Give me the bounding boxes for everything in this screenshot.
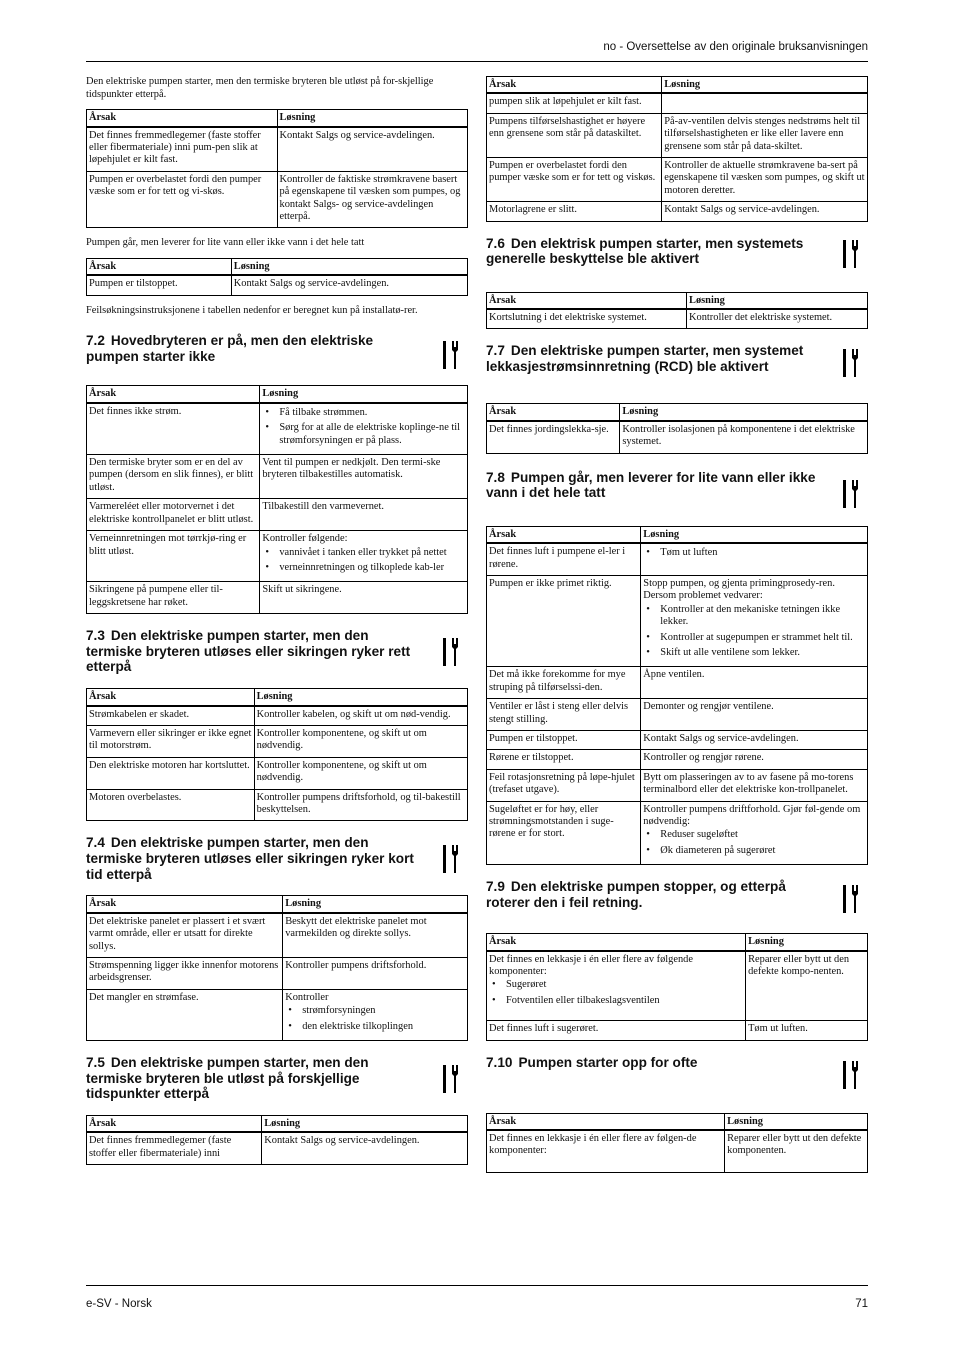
section-7-9-heading (486, 879, 868, 923)
tools-icon (840, 1059, 860, 1091)
solution-cell: Kontakt Salgs og service-avdelingen. (277, 127, 468, 172)
section-7-10-heading (486, 1055, 868, 1103)
page-number: 71 (855, 1298, 868, 1310)
tools-icon (840, 347, 860, 379)
cause-header: Årsak (87, 1116, 262, 1133)
section-7-4-heading (86, 835, 468, 885)
table-row (87, 582, 468, 614)
table-row (487, 1130, 868, 1172)
table-row (487, 801, 868, 865)
table-header-row (87, 896, 468, 913)
table-row (87, 275, 468, 295)
list-item: • Fotventilen eller tilbakeslagsventilen (506, 995, 743, 1007)
list-item: • Sugerøret (506, 979, 743, 991)
cause-header: Årsak (487, 77, 662, 94)
section-title: 7.6 Den elektrisk pumpen starter, men systemets generelle beskyttelse ble aktivert (486, 235, 804, 267)
cause-cell: Varmevern eller sikringer er ikke egnet til motorstrøm. (87, 725, 255, 757)
list-item: • vannivået i tanken eller trykket på nettet (279, 547, 465, 559)
cell-lead-text: Kontroller følgende: (262, 533, 348, 545)
cause-cell: Pumpen er tilstoppet. (87, 275, 232, 295)
cause-cell: Det finnes en lekkasje i én eller flere av følgen-de komponenter: (487, 1130, 725, 1172)
list-item: • Reduser sugeløftet (660, 829, 865, 841)
table-row (87, 171, 468, 228)
table-7-3 (86, 688, 468, 821)
cause-cell: Det finnes ikke strøm. (87, 403, 260, 455)
page-footer (86, 1285, 868, 1310)
solution-cell: Demonter og rengjør ventilene. (641, 699, 868, 731)
table-header-row (87, 689, 468, 706)
table-row (87, 958, 468, 990)
section-7-2-heading (86, 333, 468, 375)
left-column (86, 76, 468, 1174)
table-row (487, 543, 868, 575)
table-row (87, 789, 468, 821)
cause-cell: Strømkabelen er skadet. (87, 706, 255, 726)
tools-icon (440, 843, 460, 875)
cause-header: Årsak (87, 386, 260, 403)
section-7-8-heading (486, 470, 868, 516)
cause-header: Årsak (487, 292, 687, 309)
cause-cell: Det finnes luft i pumpene el-ler i rørene. (487, 543, 641, 575)
solution-cell: Reparer eller bytt ut den defekte kompo-nenten. (746, 951, 868, 1021)
solution-header: Løsning (283, 896, 468, 913)
cause-header: Årsak (487, 404, 620, 421)
section-7-6-heading (486, 236, 868, 282)
section-title: 7.3 Den elektriske pumpen starter, men den termiske bryteren utløses eller sikringen ryker rett etterpå (86, 628, 411, 675)
solution-header: Løsning (641, 526, 868, 543)
list-item: • verneinnretningen og tilkoplede kab-ler (279, 562, 465, 574)
cause-cell: Det må ikke forekomme for mye struping på tilførselssi-den. (487, 667, 641, 699)
solution-cell (283, 989, 468, 1040)
solution-cell: Kontroller kabelen, og skift ut om nød-vendig. (254, 706, 467, 726)
table-row (487, 309, 868, 329)
section-title: 7.7 Den elektriske pumpen starter, men systemet lekkasjestrømsinnretning (RCD) ble aktivert (486, 343, 804, 375)
table-row (487, 667, 868, 699)
solution-cell: Kontroller pumpens driftsforhold. (283, 958, 468, 990)
cause-cell: Sugeløftet er for høy, eller strømningsmotstanden i suge-rørene er for stort. (487, 801, 641, 865)
cause-cell: Ventiler er låst i steng eller delvis stengt stilling. (487, 699, 641, 731)
table-7-5 (86, 1115, 468, 1165)
paragraph-text: Pumpen går, men leverer for lite vann eller ikke vann i det hele tatt (86, 237, 365, 249)
solution-header: Løsning (687, 292, 868, 309)
cell-lead-text: Stopp pumpen, og gjenta primingprosedy-ren. Dersom problemet vedvarer: (643, 577, 835, 602)
list-item: • Kontroller at sugepumpen er strammet helt til. (660, 632, 865, 644)
table-7-10 (486, 1113, 868, 1173)
cause-header: Årsak (87, 259, 232, 276)
table-row (87, 403, 468, 455)
section-title: 7.4 Den elektriske pumpen starter, men den termiske bryteren utløses eller sikringen ryker kort tid etterpå (86, 835, 414, 882)
header-title: no - Oversettelse av den originale bruksanvisningen (603, 41, 868, 53)
tools-icon (440, 636, 460, 668)
cause-header: Årsak (87, 110, 278, 127)
cause-header: Årsak (487, 1113, 725, 1130)
solution-cell: Kontroller komponentene, og skift ut om nødvendig. (254, 725, 467, 757)
table-row (487, 699, 868, 731)
solution-cell (641, 575, 868, 666)
table-header-row (87, 386, 468, 403)
section-title: 7.8 Pumpen går, men leverer for lite vann eller ikke vann i det hele tatt (486, 469, 816, 501)
table-row (87, 725, 468, 757)
section-title: 7.5 Den elektriske pumpen starter, men den termiske bryteren ble utløst på forskjellige tidspunkter etterpå (86, 1055, 369, 1102)
cause-cell: Pumpen er ikke primet riktig. (487, 575, 641, 666)
section-7-7-heading (486, 343, 868, 393)
cause-cell: Den elektriske motoren har kortsluttet. (87, 757, 255, 789)
cause-header: Årsak (487, 934, 746, 951)
solution-cell: Bytt om plasseringen av to av fasene på mo-torens terminalbord eller det elektriske kon-trollpanelet. (641, 769, 868, 801)
table-7-4 (86, 895, 468, 1041)
table-row (87, 757, 468, 789)
right-column (486, 76, 868, 1182)
table-header-row (487, 934, 868, 951)
table-row (87, 913, 468, 958)
solution-cell: Beskytt det elektriske panelet mot varmekilden og direkte sollys. (283, 913, 468, 958)
cell-lead-text: Kontroller (285, 991, 329, 1003)
cause-cell: Pumpen er overbelastet fordi den pumper væske som er for tett og viskøs. (487, 158, 662, 202)
list-item: • Øk diameteren på sugerøret (660, 845, 865, 857)
solution-cell (641, 801, 868, 865)
cell-lead-text: Det finnes en lekkasje i én eller flere av følgende komponenter: (489, 953, 693, 978)
table-header-row (487, 404, 868, 421)
table-row (487, 951, 868, 1021)
table-header-row (487, 292, 868, 309)
solution-header: Løsning (277, 110, 468, 127)
solution-cell: Kontakt Salgs og service-avdelingen. (641, 730, 868, 749)
solution-cell: Kontroller isolasjonen på komponentene i det elektriske systemet. (620, 421, 868, 453)
cause-cell: Verneinnretningen mot tørrkjø-ring er blitt utløst. (87, 531, 260, 582)
section-title: 7.9 Den elektriske pumpen stopper, og etterpå roterer den i feil retning. (486, 879, 786, 910)
table-header-row (87, 259, 468, 276)
solution-cell: På-av-ventilen delvis stenges nedstrøms helt til tilførselshastigheten er like eller lavere enn grensene som står på data-skiltet. (662, 113, 868, 157)
cause-cell: Pumpen er tilstoppet. (487, 730, 641, 749)
cause-cell: Feil rotasjonsretning på løpe-hjulet (trefaset utgave). (487, 769, 641, 801)
table-row (487, 93, 868, 113)
table-row (87, 127, 468, 172)
solution-header: Løsning (231, 259, 467, 276)
intro-table (86, 109, 468, 228)
solution-cell (260, 531, 468, 582)
table-row (487, 158, 868, 202)
footer-manual-name: e-SV - Norsk (86, 1298, 152, 1310)
table-row (487, 750, 868, 769)
section-title: 7.10 Pumpen starter opp for ofte (486, 1054, 698, 1070)
cause-cell: Det finnes jordingslekka-sje. (487, 421, 620, 453)
solution-header: Løsning (725, 1113, 868, 1130)
tools-icon (840, 883, 860, 915)
section-7-5-heading (86, 1055, 468, 1105)
solution-cell (641, 543, 868, 575)
table-row (87, 706, 468, 726)
solution-cell: Tilbakestill den varmevernet. (260, 499, 468, 531)
table-row (87, 989, 468, 1040)
solution-header: Løsning (254, 689, 467, 706)
solution-cell: Åpne ventilen. (641, 667, 868, 699)
solution-cell: Reparer eller bytt ut den defekte komponenten. (725, 1130, 868, 1172)
cause-cell: Pumpen er overbelastet fordi den pumper væske som er for tett og vi-skøs. (87, 171, 278, 228)
solution-cell: Vent til pumpen er nedkjølt. Den termi-ske bryteren tilbakestilles automatisk. (260, 455, 468, 499)
cause-cell: Rørene er tilstoppet. (487, 750, 641, 769)
table-7-6 (486, 292, 868, 330)
table-row (87, 499, 468, 531)
table-row (487, 202, 868, 221)
solution-cell: Kontroller de faktiske strømkravene basert på egenskapene til væsken som pumpes, og kontakt Salgs- og service-avdelingen etterpå. (277, 171, 468, 228)
table-row (87, 1132, 468, 1164)
tools-icon (840, 478, 860, 510)
cause-cell: Det finnes fremmedlegemer (faste stoffer eller fibermateriale) inni pum-pen slik at løpehjulet er kilt fast. (87, 127, 278, 172)
cause-header: Årsak (487, 526, 641, 543)
table-7-2 (86, 385, 468, 614)
solution-header: Løsning (662, 77, 868, 94)
solution-cell (260, 403, 468, 455)
table-row (487, 575, 868, 666)
cause-cell: Den termiske bryter som er en del av pumpen (dersom en slik finnes), er blitt utløst. (87, 455, 260, 499)
cause-cell: Det finnes luft i sugerøret. (487, 1021, 746, 1040)
table-header-row (487, 1113, 868, 1130)
section-title: 7.2 Hovedbryteren er på, men den elektriske pumpen starter ikke (86, 333, 374, 365)
table-7-9 (486, 933, 868, 1040)
cause-cell: Det elektriske panelet er plassert i et svært varmt område, eller er utsatt for direkte sollys. (87, 913, 283, 958)
solution-cell: Skift ut sikringene. (260, 582, 468, 614)
table-row (87, 531, 468, 582)
table-row (487, 421, 868, 453)
intro-text: Den elektriske pumpen starter, men den termiske bryteren ble utløst på for-skjellige tidspunkter etterpå. (86, 76, 434, 100)
cause-header: Årsak (87, 689, 255, 706)
list-item: • Få tilbake strømmen. (279, 407, 465, 419)
table-row (487, 769, 868, 801)
table-2 (86, 258, 468, 296)
solution-header: Løsning (620, 404, 868, 421)
solution-cell: Kontakt Salgs og service-avdelingen. (662, 202, 868, 221)
table-row (487, 1021, 868, 1040)
section-7-3-heading (86, 628, 468, 678)
table-header-row (487, 526, 868, 543)
cause-header: Årsak (87, 896, 283, 913)
cause-cell: Det finnes fremmedlegemer (faste stoffer eller fibermateriale) inni (87, 1132, 262, 1164)
solution-cell: Kontakt Salgs og service-avdelingen. (231, 275, 467, 295)
solution-cell: Kontroller komponentene, og skift ut om nødvendig. (254, 757, 467, 789)
cause-cell: Varmereléet eller motorvernet i det elektriske kontrollpanelet er blitt utløst. (87, 499, 260, 531)
solution-header: Løsning (746, 934, 868, 951)
list-item: • den elektriske tilkoplingen (302, 1021, 465, 1033)
solution-cell: Kontroller pumpens driftsforhold, og til-bakestill beskyttelsen. (254, 789, 467, 821)
table-header-row (487, 77, 868, 94)
list-item: • Tøm ut luften (660, 547, 865, 559)
table-7-8 (486, 526, 868, 866)
solution-cell: Tøm ut luften. (746, 1021, 868, 1040)
table-header-row (87, 1116, 468, 1133)
cause-cell: pumpen slik at løpehjulet er kilt fast. (487, 93, 662, 113)
solution-cell: Kontakt Salgs og service-avdelingen. (262, 1132, 468, 1164)
list-item: • Skift ut alle ventilene som lekker. (660, 647, 865, 659)
cell-lead-text: Kontroller pumpens driftforhold. Gjør føl-gende om nødvendig: (643, 803, 861, 827)
cause-cell: Motorlagrene er slitt. (487, 202, 662, 221)
list-item: • strømforsyningen (302, 1005, 465, 1017)
table-row (487, 113, 868, 157)
cause-cell: Pumpens tilførselshastighet er høyere enn grensene som står på dataskiltet. (487, 113, 662, 157)
solution-cell (662, 93, 868, 113)
tools-icon (440, 1063, 460, 1095)
list-item: • Kontroller at den mekaniske tetningen ikke lekker. (660, 604, 865, 629)
cause-cell: Kortslutning i det elektriske systemet. (487, 309, 687, 329)
tools-icon (840, 238, 860, 270)
cause-cell: Motoren overbelastes. (87, 789, 255, 821)
solution-cell: Kontroller og rengjør rørene. (641, 750, 868, 769)
cause-cell (487, 951, 746, 1021)
solution-cell: Kontroller det elektriske systemet. (687, 309, 868, 329)
solution-header: Løsning (260, 386, 468, 403)
solution-header: Løsning (262, 1116, 468, 1133)
list-item: • Sørg for at alle de elektriske koplinge-ne til strømforsyningen er på plass. (279, 422, 465, 447)
table-row (87, 455, 468, 499)
table-header-row (87, 110, 468, 127)
tools-icon (440, 339, 460, 371)
table-row (487, 730, 868, 749)
page-header (86, 41, 868, 62)
cause-cell: Sikringene på pumpene eller til-leggskretsene har røket. (87, 582, 260, 614)
cause-cell: Strømspenning ligger ikke innenfor motorens arbeidsgrenser. (87, 958, 283, 990)
continued-table (486, 76, 868, 222)
solution-cell: Kontroller de aktuelle strømkravene ba-sert på egenskapene til væsken som pumpes, og skift ut motoren deretter. (662, 158, 868, 202)
cause-cell: Det mangler en strømfase. (87, 989, 283, 1040)
installer-note: Feilsøkningsinstruksjonene i tabellen nedenfor er beregnet kun på installatø-rer. (86, 304, 418, 316)
table-7-7 (486, 403, 868, 453)
